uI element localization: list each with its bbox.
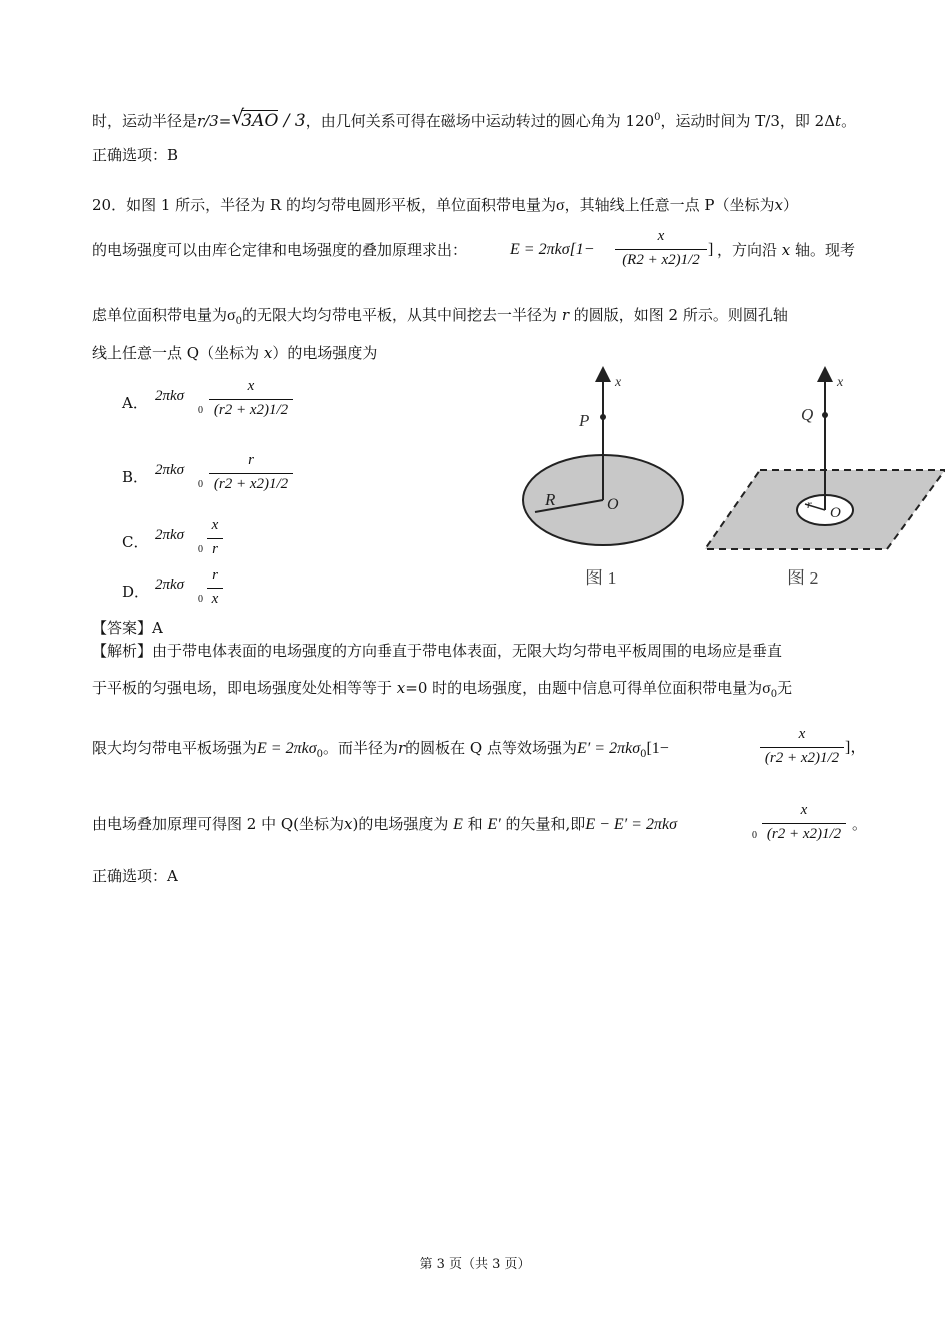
subscript-zero: 0 (198, 544, 203, 555)
text-segment: 限大均匀带电平板场强为 (92, 739, 258, 757)
fraction-denominator: (r2 + x2)1/2 (766, 826, 842, 842)
fraction-bar (209, 399, 293, 400)
formula-segment: E′ = 2πkσ (577, 740, 641, 757)
formula-segment: E − E′ = 2πkσ (585, 816, 677, 833)
text-segment: 轴。现考 (795, 241, 856, 259)
axis-label: x (615, 375, 622, 390)
fraction-denominator: x (211, 591, 219, 607)
text-segment: 的电场强度可以由库仑定律和电场强度的叠加原理求出： (92, 241, 468, 259)
text-segment: 虑单位面积带电量为 (92, 306, 228, 324)
figure-caption: 图 1 (585, 568, 617, 588)
question-20-line2-tail (717, 240, 855, 260)
analysis-line2 (92, 678, 792, 705)
formula-segment: E (453, 816, 463, 833)
analysis-fraction-1 (760, 726, 844, 770)
text-segment: ，方向沿 (717, 241, 778, 259)
figure-1 (523, 374, 683, 588)
text-segment: ）的电场强度为 (272, 344, 378, 362)
text-segment: 的矢量和,即 (505, 815, 586, 833)
fraction-denominator: (r2 + x2)1/2 (764, 750, 840, 766)
text-segment: x (344, 815, 353, 833)
fraction-numerator: x (657, 228, 665, 244)
sigma-symbol: σ (556, 197, 565, 214)
final-answer: 正确选项：A (92, 867, 178, 885)
option-label: A． (122, 394, 148, 412)
text-segment: 于平板的匀强电场，即电场强度处处相等等于 (92, 679, 393, 697)
fraction-numerator: x (211, 517, 219, 533)
question-20-line3 (92, 305, 788, 332)
origin-label: O (830, 505, 841, 521)
fraction-bar (209, 473, 293, 474)
page-footer: 第 3 页（共 3 页） (419, 1257, 531, 1272)
text-segment: 。 (841, 112, 857, 130)
text-segment: )的电场强度为 (352, 815, 449, 833)
text-segment: x (263, 344, 273, 362)
formula-segment: E = 2πkσ (257, 740, 317, 757)
axis-label: x (837, 375, 844, 390)
subscript-zero: 0 (770, 689, 778, 700)
subscript-zero: 0 (198, 405, 203, 416)
text-segment: 。而半径为 (322, 739, 398, 757)
figure-caption: 图 2 (787, 568, 819, 588)
point-label: Q (801, 405, 814, 424)
formula-lhs: E = 2πkσ[1− (510, 241, 595, 258)
figure-2 (705, 374, 945, 588)
sqrt-expression: √ 3AO / 3 (231, 105, 306, 131)
text-segment: x (774, 196, 783, 214)
fraction-bar (762, 823, 846, 824)
option-coefficient: 2πkσ (155, 388, 185, 404)
text-segment: x (781, 241, 791, 259)
subscript-zero: 0 (198, 479, 203, 490)
radius-label: r (807, 497, 812, 511)
text-segment: 的圆版，如图 2 所示。则圆孔轴 (573, 306, 788, 324)
text-segment: 和 (467, 815, 483, 833)
option-fraction (207, 517, 223, 561)
option-label: C． (122, 533, 149, 551)
analysis-line4 (92, 814, 677, 835)
option-coefficient: 2πkσ (155, 527, 185, 543)
formula-rhs: ] (708, 241, 714, 258)
sigma-symbol: σ (762, 680, 771, 697)
formula-segment: [1− (646, 740, 669, 757)
text-segment: ，运动时间为 T/3，即 2Δ (660, 112, 836, 130)
text-segment: 的圆板在 Q 点等效场强为 (405, 739, 577, 757)
option-fraction (207, 567, 223, 611)
answer-label: 【答案】A (92, 619, 163, 637)
fraction-bar (207, 588, 223, 589)
point-p-dot (600, 414, 606, 420)
radius-label: R (545, 490, 556, 509)
analysis-line1: 【解析】由于带电体表面的电场强度的方向垂直于带电体表面，无限大均匀带电平板周围的电场应是垂直 (92, 642, 783, 660)
analysis-line3 (92, 738, 669, 765)
figures-panel (515, 362, 945, 598)
analysis-fraction-2 (762, 802, 846, 846)
subscript-zero: 0 (198, 594, 203, 605)
subscript-zero: 0 (752, 830, 757, 841)
question-20-line2 (92, 240, 467, 260)
subscript-zero: 0 (316, 749, 323, 760)
fraction-denominator: (r2 + x2)1/2 (213, 402, 289, 418)
text-segment: r (561, 306, 569, 324)
text-segment: 线上任意一点 Q（坐标为 (92, 344, 260, 362)
text-segment: x (396, 679, 406, 697)
text-line-radius (92, 105, 857, 131)
option-label: D． (122, 583, 150, 601)
subscript-zero: 0 (640, 749, 647, 760)
text-segment: =0 时的电场强度，由题中信息可得单位面积带电量为 (405, 679, 763, 697)
option-label: B． (122, 468, 149, 486)
text-segment: / 3 (283, 111, 306, 131)
option-fraction (209, 452, 293, 496)
fraction-denominator: (r2 + x2)1/2 (213, 476, 289, 492)
text-segment: 的无限大均匀带电平板，从其中间挖去一半径为 (242, 306, 558, 324)
question-20-line1 (92, 195, 798, 216)
text-segment: ，由几何关系可得在磁场中运动转过的圆心角为 120 (305, 112, 655, 130)
text-segment: 由电场叠加原理可得图 2 中 Q(坐标为 (92, 815, 344, 833)
fraction-numerator: r (212, 567, 218, 583)
text-segment: t (835, 112, 842, 130)
text-segment: ） (782, 196, 798, 214)
degree-mark: 0 (654, 112, 661, 123)
formula-segment: E′ (487, 816, 501, 833)
option-fraction (209, 378, 293, 422)
option-coefficient: 2πkσ (155, 462, 185, 478)
text-segment: r (397, 739, 406, 757)
point-label: P (579, 411, 590, 430)
previous-answer: 正确选项：B (92, 146, 179, 164)
text-segment: ，其轴线上任意一点 P（坐标为 (564, 196, 775, 214)
fraction-bar (760, 747, 844, 748)
sigma-symbol: σ (227, 307, 236, 324)
text-segment: 20．如图 1 所示，半径为 R 的均匀带电圆形平板，单位面积带电量为 (92, 196, 556, 214)
fraction-numerator: x (798, 726, 806, 742)
text-segment: 时，运动半径是 (92, 112, 198, 130)
fraction-denominator: (R2 + x2)1/2 (622, 252, 700, 268)
point-q-dot (822, 412, 828, 418)
fraction-numerator: x (800, 802, 808, 818)
fraction-bar (615, 249, 707, 250)
option-coefficient: 2πkσ (155, 577, 185, 593)
formula-fraction (615, 228, 707, 272)
fraction-numerator: x (247, 378, 255, 394)
fraction-bar (207, 538, 223, 539)
origin-label: O (607, 496, 619, 513)
fraction-numerator: r (248, 452, 254, 468)
text-segment: 。 (852, 815, 868, 833)
formula-segment: ]， (845, 739, 867, 756)
subscript-zero: 0 (235, 316, 243, 327)
sqrt-content: 3AO (241, 111, 279, 131)
text-segment: 无 (777, 679, 793, 697)
text-segment: r/3= (197, 112, 232, 130)
question-20-line4 (92, 343, 377, 363)
fraction-denominator: r (212, 541, 218, 557)
